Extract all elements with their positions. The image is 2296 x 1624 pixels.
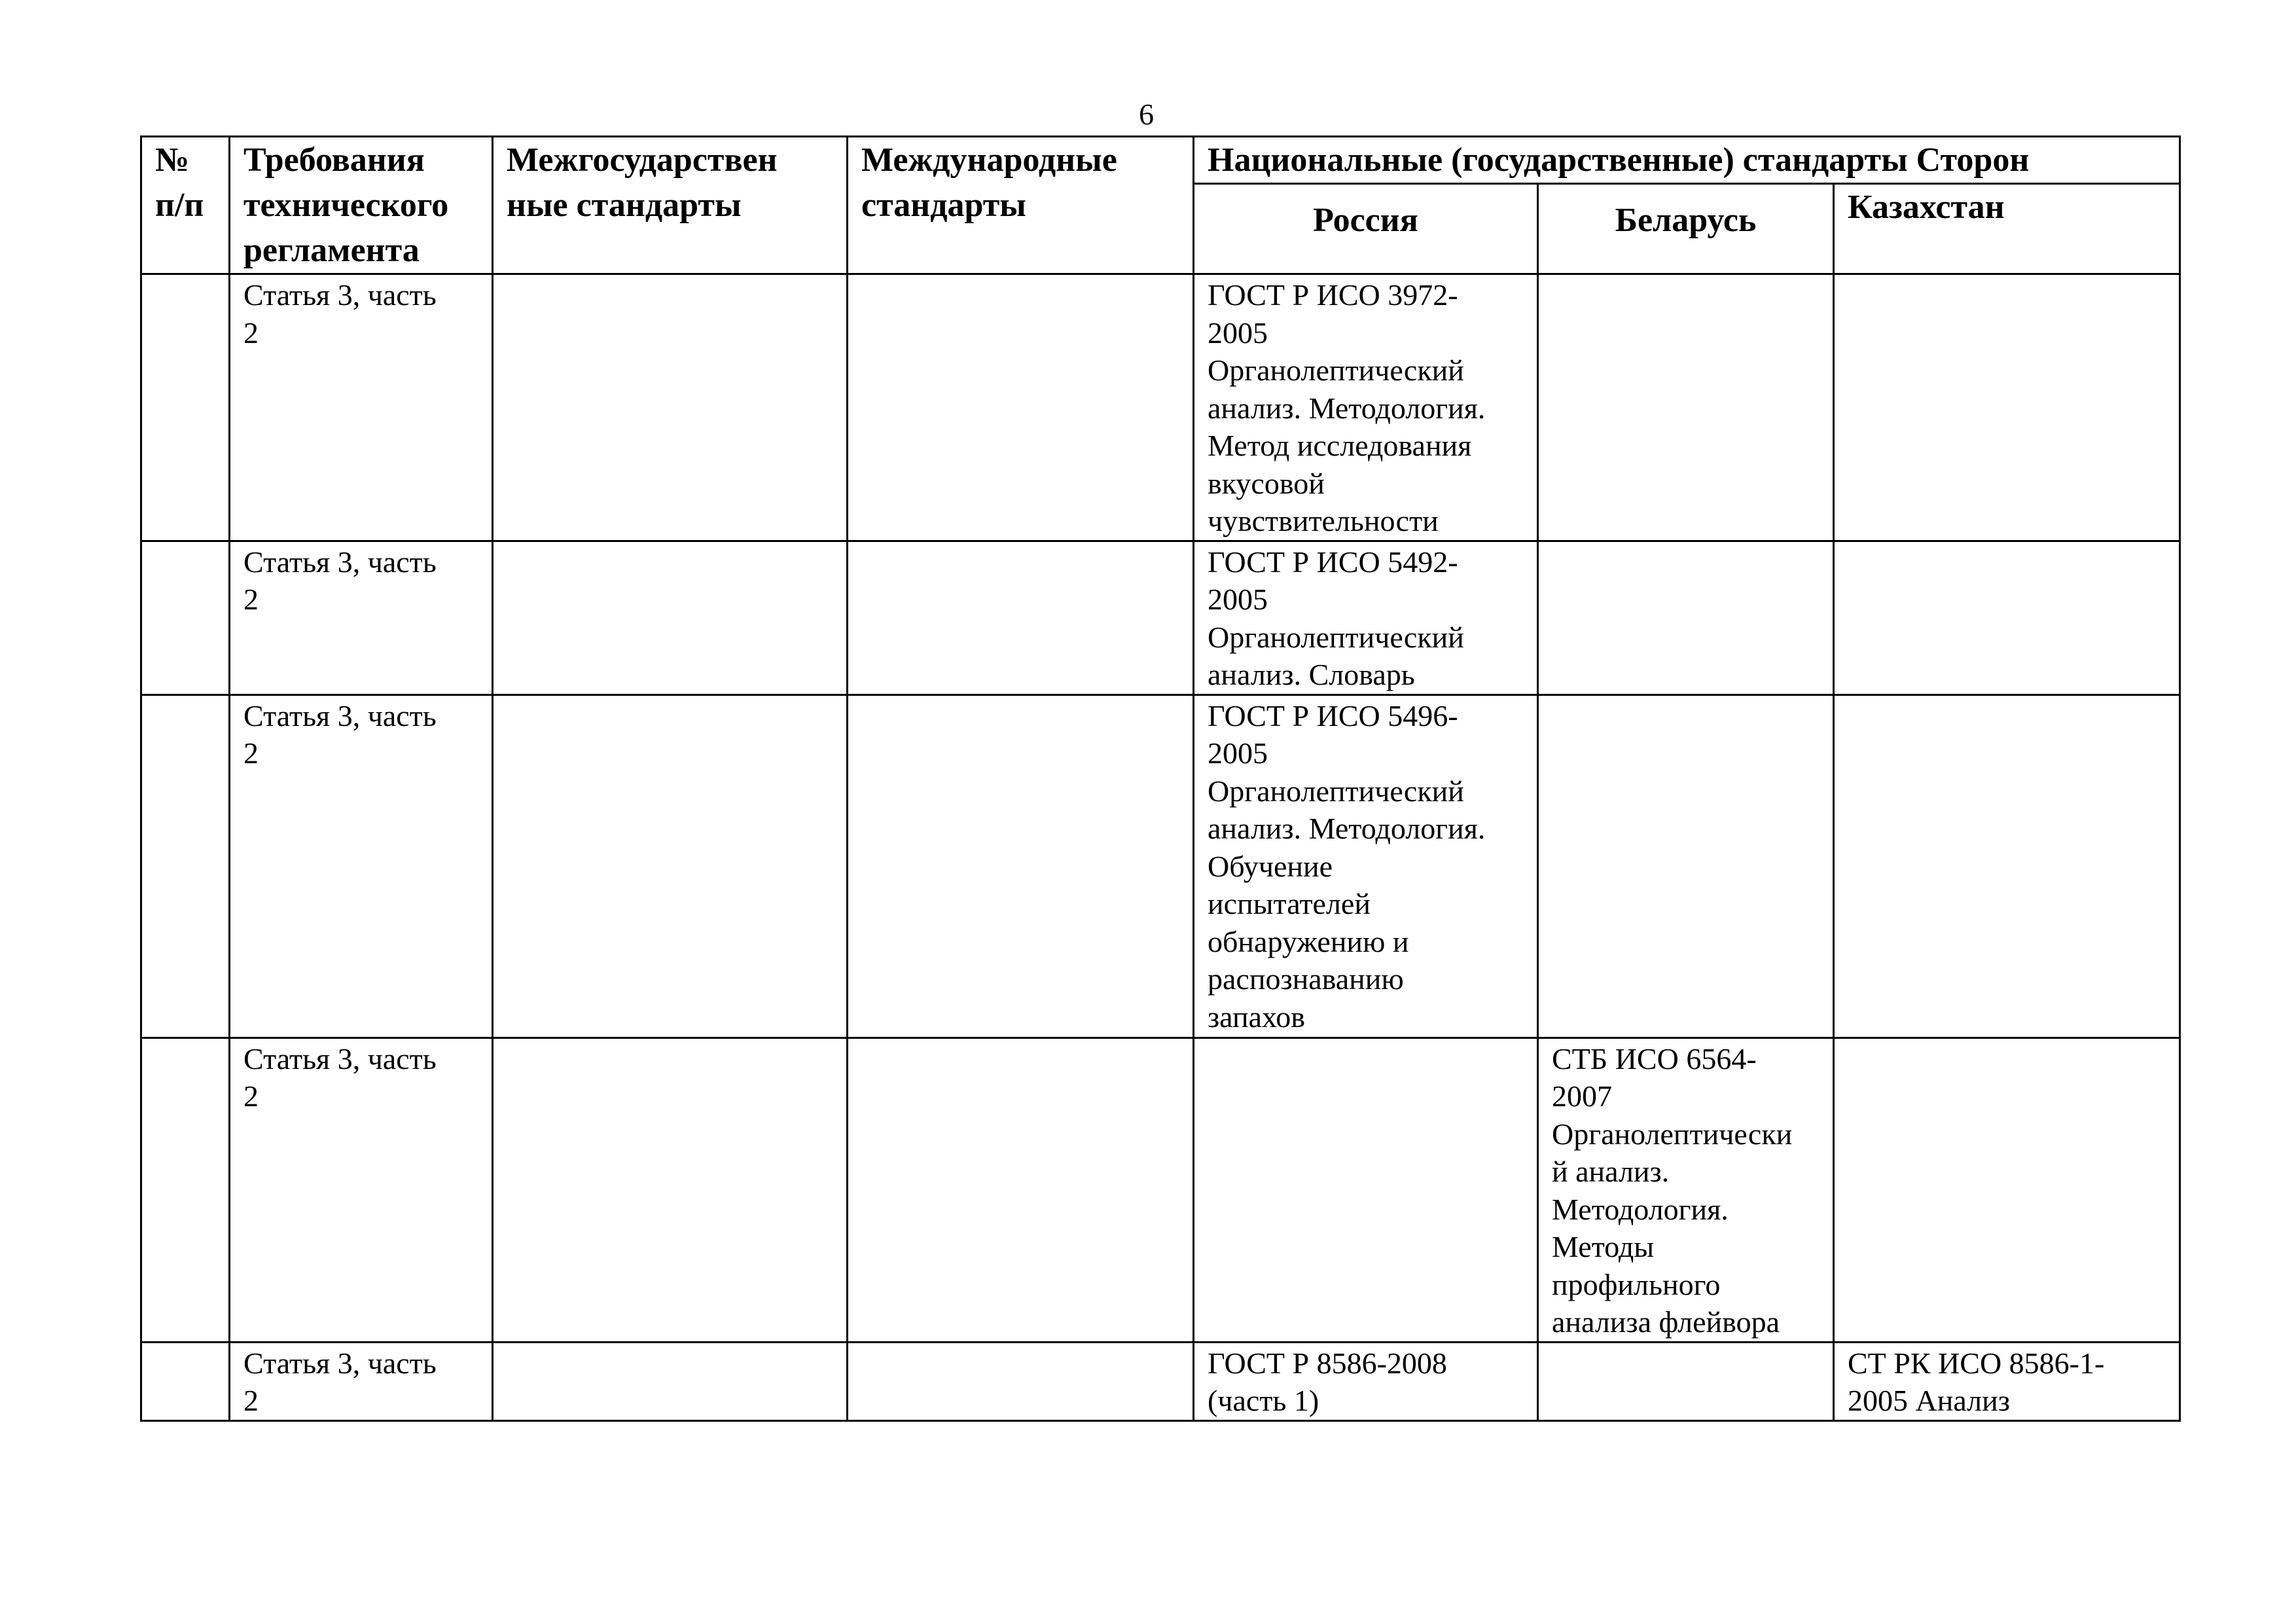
cell-num xyxy=(141,1038,230,1342)
cell-interstate xyxy=(493,1038,848,1342)
cell-requirement: Статья 3, часть 2 xyxy=(230,1342,493,1420)
cell-interstate xyxy=(493,695,848,1038)
cell-num xyxy=(141,695,230,1038)
cell-international xyxy=(848,1342,1194,1420)
cell-requirement: Статья 3, часть 2 xyxy=(230,695,493,1038)
cell-kazakhstan xyxy=(1834,1038,2180,1342)
header-num: № п/п xyxy=(141,137,230,274)
header-kazakhstan: Казахстан xyxy=(1834,184,2180,274)
table-row xyxy=(141,1038,2180,1342)
cell-interstate xyxy=(493,274,848,541)
cell-russia: ГОСТ Р ИСО 5492- 2005 Органолептический анализ. Словарь xyxy=(1194,541,1538,695)
cell-kazakhstan xyxy=(1834,695,2180,1038)
standards-table xyxy=(140,135,2181,1422)
cell-russia xyxy=(1194,1038,1538,1342)
cell-requirement: Статья 3, часть 2 xyxy=(230,274,493,541)
cell-num xyxy=(141,1342,230,1420)
cell-belarus: СТБ ИСО 6564- 2007 Органолептически й анализ. Методология. Методы профильного анализа флейвора xyxy=(1538,1038,1834,1342)
cell-requirement: Статья 3, часть 2 xyxy=(230,541,493,695)
table-row xyxy=(141,695,2180,1038)
page-number: 6 xyxy=(1139,98,1154,131)
cell-num xyxy=(141,274,230,541)
cell-international xyxy=(848,695,1194,1038)
cell-belarus xyxy=(1538,274,1834,541)
cell-russia: ГОСТ Р ИСО 3972- 2005 Органолептический анализ. Методология. Метод исследования вкусовой чувствительности xyxy=(1194,274,1538,541)
header-belarus: Беларусь xyxy=(1538,184,1834,274)
cell-belarus xyxy=(1538,541,1834,695)
cell-requirement: Статья 3, часть 2 xyxy=(230,1038,493,1342)
table-row xyxy=(141,1342,2180,1420)
cell-kazakhstan: СТ РК ИСО 8586-1- 2005 Анализ xyxy=(1834,1342,2180,1420)
cell-num xyxy=(141,541,230,695)
cell-interstate xyxy=(493,1342,848,1420)
header-row xyxy=(141,137,2180,184)
header-national: Национальные (государственные) стандарты Сторон xyxy=(1194,137,2180,184)
cell-international xyxy=(848,274,1194,541)
header-russia: Россия xyxy=(1194,184,1538,274)
cell-russia: ГОСТ Р 8586-2008 (часть 1) xyxy=(1194,1342,1538,1420)
header-requirements: Требования технического регламента xyxy=(230,137,493,274)
cell-kazakhstan xyxy=(1834,274,2180,541)
cell-belarus xyxy=(1538,695,1834,1038)
cell-kazakhstan xyxy=(1834,541,2180,695)
header-international: Международные стандарты xyxy=(848,137,1194,274)
cell-international xyxy=(848,541,1194,695)
table-row xyxy=(141,274,2180,541)
table-row xyxy=(141,541,2180,695)
cell-interstate xyxy=(493,541,848,695)
cell-belarus xyxy=(1538,1342,1834,1420)
header-interstate: Межгосударствен ные стандарты xyxy=(493,137,848,274)
cell-international xyxy=(848,1038,1194,1342)
cell-russia: ГОСТ Р ИСО 5496- 2005 Органолептический анализ. Методология. Обучение испытателей обнаружению и распознаванию запахов xyxy=(1194,695,1538,1038)
